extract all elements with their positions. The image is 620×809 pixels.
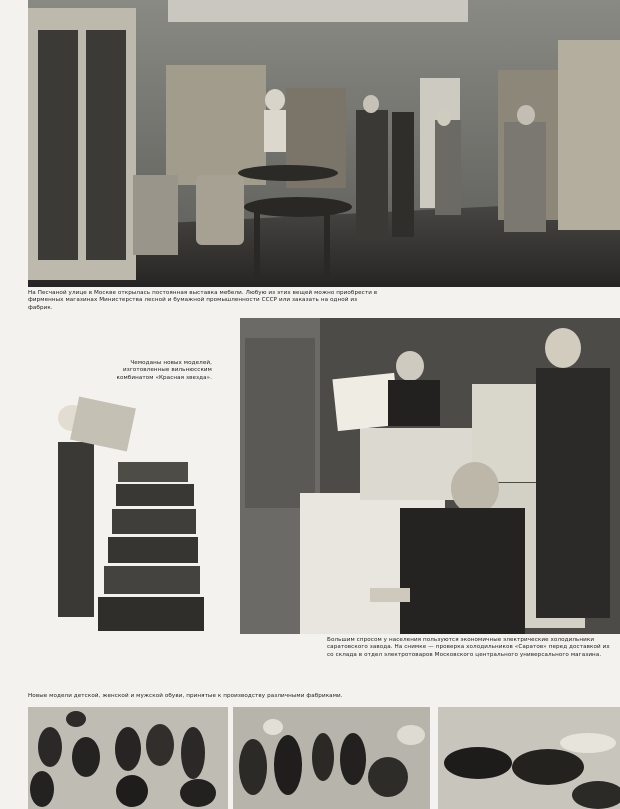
furniture-showroom-photo bbox=[28, 0, 620, 287]
refrigerators-caption: Большим спросом у населения пользуются экономичные электрические холодильники саратовского завода. На снимке — проверка холодильников «Саратов» перед доставкой их со склада в отдел электротоваров Московского центрального универсального магазина. bbox=[327, 637, 610, 658]
shoes-caption: Новые модели детской, женской и мужской обуви, принятые к производству различными фабриками. bbox=[28, 693, 343, 699]
childrens-shoes-photo bbox=[28, 707, 228, 809]
suitcases-caption: Чемоданы новых моделей, изготовленные вильнюсским комбинатом «Красная звезда». bbox=[116, 360, 212, 381]
furniture-caption: На Песчаной улице в Москве открылась постоянная выставка мебели. Любую из этих вещей можно приобрести в фирменных магазинах Министерства лесной и бумажной промышленности СССР или заказать на одной из фабрик. bbox=[28, 290, 378, 311]
refrigerators-photo bbox=[240, 318, 620, 634]
mens-shoes-photo bbox=[438, 707, 620, 809]
suitcases-photo bbox=[48, 392, 208, 637]
womens-shoes-photo bbox=[233, 707, 430, 809]
